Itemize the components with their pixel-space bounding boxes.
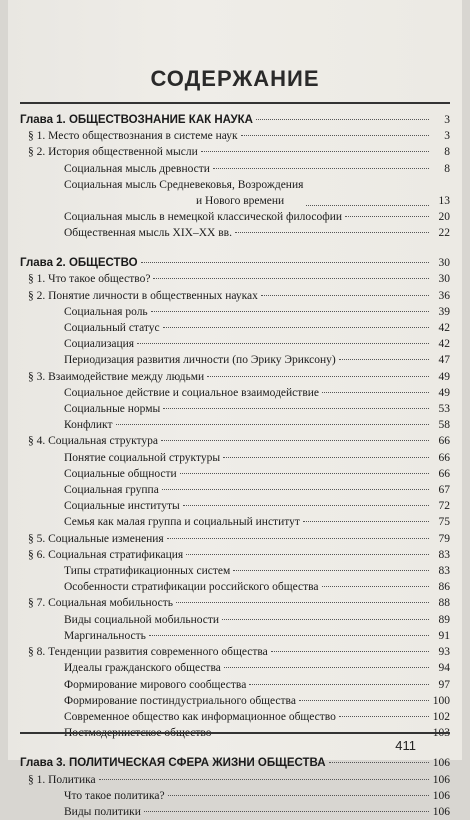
dot-leader xyxy=(306,205,429,206)
toc-subsection-entry[interactable] xyxy=(20,209,450,225)
toc-page-number: 22 xyxy=(438,227,450,240)
toc-page-number: 106 xyxy=(432,805,450,818)
toc-page-number: 66 xyxy=(438,435,450,448)
dot-leader xyxy=(141,262,429,263)
toc-page-number: 83 xyxy=(438,565,450,578)
toc-entry-title: Семья как малая группа и социальный институт xyxy=(64,516,300,529)
toc-subsection-entry[interactable] xyxy=(20,482,450,498)
toc-page-number: 8 xyxy=(444,162,450,175)
book-page xyxy=(8,0,462,818)
toc-page-number: 20 xyxy=(438,210,450,223)
toc-page-number: 100 xyxy=(432,694,450,707)
dot-leader xyxy=(180,473,429,474)
dot-leader xyxy=(345,216,429,217)
toc-page-number: 89 xyxy=(438,613,450,626)
toc-page-number: 8 xyxy=(444,146,450,159)
toc-subsection-entry[interactable] xyxy=(20,709,450,725)
toc-page-number: 79 xyxy=(438,532,450,545)
toc-subsection-entry[interactable] xyxy=(20,417,450,433)
table-of-contents xyxy=(20,112,450,820)
toc-entry-title: Социальная группа xyxy=(64,484,159,497)
toc-subsection-entry[interactable] xyxy=(20,677,450,693)
dot-leader xyxy=(213,168,429,169)
toc-entry-title: Глава 1. ОБЩЕСТВОЗНАНИЕ КАК НАУКА xyxy=(20,114,253,126)
toc-section-entry[interactable] xyxy=(20,531,450,547)
toc-entry-title: Социальная роль xyxy=(64,305,148,318)
dot-leader xyxy=(183,505,429,506)
toc-entry-title: Конфликт xyxy=(64,419,113,432)
toc-subsection-entry[interactable] xyxy=(20,693,450,709)
toc-subsection-entry[interactable] xyxy=(20,628,450,644)
toc-page-number: 66 xyxy=(438,467,450,480)
toc-subsection-entry[interactable] xyxy=(20,352,450,368)
toc-subsection-entry[interactable] xyxy=(20,804,450,820)
toc-subsection-entry[interactable] xyxy=(20,304,450,320)
toc-page-number: 106 xyxy=(432,789,450,802)
toc-entry-title xyxy=(64,177,303,209)
toc-subsection-entry[interactable] xyxy=(20,498,450,514)
dot-leader xyxy=(249,684,429,685)
toc-entry-title: Социальная мысль в немецкой классической философии xyxy=(64,210,343,223)
dot-leader xyxy=(322,586,429,587)
dot-leader xyxy=(153,278,429,279)
toc-subsection-entry[interactable] xyxy=(20,563,450,579)
toc-entry-title: Периодизация развития личности (по Эрику Эриксону) xyxy=(64,354,336,367)
toc-entry-title: § 1. Что такое общество? xyxy=(28,273,151,286)
toc-section-entry[interactable] xyxy=(20,271,450,287)
dot-leader xyxy=(144,811,429,812)
dot-leader xyxy=(176,602,429,603)
toc-page-number: 13 xyxy=(438,194,450,207)
toc-entry-title: Идеалы гражданского общества xyxy=(64,662,221,675)
dot-leader xyxy=(99,779,429,780)
dot-leader xyxy=(303,521,429,522)
dot-leader xyxy=(151,311,429,312)
toc-page-number: 83 xyxy=(438,548,450,561)
toc-entry-title: Современное общество как информационное общество xyxy=(64,710,336,723)
toc-page-number: 42 xyxy=(438,322,450,335)
toc-subsection-entry[interactable] xyxy=(20,225,450,241)
dot-leader xyxy=(116,424,429,425)
toc-page-number: 42 xyxy=(438,338,450,351)
toc-page-number: 93 xyxy=(438,646,450,659)
toc-section-entry[interactable] xyxy=(20,144,450,160)
toc-page-number: 106 xyxy=(432,773,450,786)
toc-page-number: 58 xyxy=(438,419,450,432)
toc-subsection-entry[interactable] xyxy=(20,336,450,352)
toc-page-number: 49 xyxy=(438,370,450,383)
toc-entry-title: Социальные институты xyxy=(64,500,180,513)
toc-chapter-entry[interactable] xyxy=(20,755,450,771)
toc-chapter-entry[interactable] xyxy=(20,112,450,128)
toc-page-number: 75 xyxy=(438,516,450,529)
dot-leader xyxy=(235,232,429,233)
toc-page-number: 39 xyxy=(438,305,450,318)
toc-entry-title: Маргинальность xyxy=(64,629,146,642)
toc-section-entry[interactable] xyxy=(20,369,450,385)
dot-leader xyxy=(233,570,429,571)
toc-page-number: 66 xyxy=(438,451,450,464)
toc-entry-title: § 3. Взаимодействие между людьми xyxy=(28,370,205,383)
toc-entry-title: Формирование мирового сообщества xyxy=(64,678,247,691)
toc-entry-title-line2: и Нового времени xyxy=(196,194,285,207)
toc-page-number: 3 xyxy=(444,130,450,143)
toc-section-entry[interactable] xyxy=(20,547,450,563)
toc-entry-title-line1: Социальная мысль Средневековья, Возрождения xyxy=(64,178,304,191)
dot-leader xyxy=(256,119,429,120)
toc-entry-title: § 7. Социальная мобильность xyxy=(28,597,174,610)
dot-leader xyxy=(222,619,429,620)
toc-page-number: 102 xyxy=(432,710,450,723)
dot-leader xyxy=(163,327,429,328)
toc-subsection-entry[interactable] xyxy=(20,450,450,466)
dot-leader xyxy=(241,135,429,136)
toc-page-number: 36 xyxy=(438,289,450,302)
page-number: 411 xyxy=(395,738,416,753)
toc-section-entry[interactable] xyxy=(20,644,450,660)
toc-section-entry[interactable] xyxy=(20,595,450,611)
dot-leader xyxy=(167,538,429,539)
toc-page-number: 86 xyxy=(438,581,450,594)
dot-leader xyxy=(201,151,429,152)
toc-page-number: 88 xyxy=(438,597,450,610)
toc-entry-title: Социализация xyxy=(64,338,135,351)
toc-entry-title: Социальный статус xyxy=(64,322,160,335)
toc-entry-title: § 4. Социальная структура xyxy=(28,435,158,448)
toc-section-entry[interactable] xyxy=(20,128,450,144)
dot-leader xyxy=(339,359,429,360)
section-gap xyxy=(20,741,450,755)
toc-entry-title: § 1. Политика xyxy=(28,773,96,786)
top-divider xyxy=(20,102,450,104)
toc-entry-title: Что такое политика? xyxy=(64,789,165,802)
toc-subsection-entry[interactable] xyxy=(20,177,450,209)
toc-page-number: 30 xyxy=(438,257,450,270)
toc-subsection-entry[interactable] xyxy=(20,320,450,336)
section-gap xyxy=(20,241,450,255)
toc-subsection-entry[interactable] xyxy=(20,161,450,177)
toc-subsection-entry[interactable] xyxy=(20,466,450,482)
page-title: СОДЕРЖАНИЕ xyxy=(150,66,320,91)
dot-leader xyxy=(322,392,429,393)
dot-leader xyxy=(271,651,429,652)
toc-subsection-entry[interactable] xyxy=(20,385,450,401)
dot-leader xyxy=(161,440,429,441)
toc-entry-title: Глава 2. ОБЩЕСТВО xyxy=(20,257,138,270)
toc-entry-title: Виды социальной мобильности xyxy=(64,613,220,626)
dot-leader xyxy=(207,376,429,377)
toc-section-entry[interactable] xyxy=(20,433,450,449)
toc-page-number: 94 xyxy=(438,662,450,675)
toc-entry-title: Особенности стратификации российского общества xyxy=(64,581,319,594)
dot-leader xyxy=(163,408,429,409)
toc-entry-title: § 6. Социальная стратификация xyxy=(28,548,184,561)
toc-section-entry[interactable] xyxy=(20,288,450,304)
toc-page-number: 49 xyxy=(438,386,450,399)
toc-subsection-entry[interactable] xyxy=(20,401,450,417)
toc-subsection-entry[interactable] xyxy=(20,660,450,676)
toc-entry-title: Социальные общности xyxy=(64,467,177,480)
toc-entry-title: Глава 3. ПОЛИТИЧЕСКАЯ СФЕРА ЖИЗНИ ОБЩЕСТВА xyxy=(20,757,326,770)
toc-page-number: 3 xyxy=(444,114,450,126)
toc-page-number: 106 xyxy=(432,757,450,770)
dot-leader xyxy=(223,457,429,458)
toc-entry-title: Социальные нормы xyxy=(64,403,161,416)
toc-entry-title: § 1. Место обществознания в системе наук xyxy=(28,130,238,143)
toc-page-number: 97 xyxy=(438,678,450,691)
dot-leader xyxy=(261,295,429,296)
dot-leader xyxy=(149,635,429,636)
dot-leader xyxy=(168,795,429,796)
toc-page-number: 47 xyxy=(438,354,450,367)
toc-entry-title: Социальная мысль древности xyxy=(64,162,210,175)
toc-entry-title: Формирование постиндустриального общества xyxy=(64,694,296,707)
dot-leader xyxy=(329,762,429,763)
dot-leader xyxy=(299,700,429,701)
bottom-divider xyxy=(20,732,450,734)
toc-subsection-entry[interactable] xyxy=(20,788,450,804)
toc-entry-title: Общественная мысль XIX–XX вв. xyxy=(64,227,232,240)
toc-section-entry[interactable] xyxy=(20,772,450,788)
toc-chapter-entry[interactable] xyxy=(20,255,450,271)
toc-entry-title: Виды политики xyxy=(64,805,141,818)
toc-entry-title: Понятие социальной структуры xyxy=(64,451,221,464)
toc-page-number: 67 xyxy=(438,484,450,497)
toc-page-number: 53 xyxy=(438,403,450,416)
toc-page-number: 91 xyxy=(438,629,450,642)
toc-entry-title: Типы стратификационных систем xyxy=(64,565,231,578)
dot-leader xyxy=(224,667,429,668)
toc-entry-title: § 5. Социальные изменения xyxy=(28,532,164,545)
toc-subsection-entry[interactable] xyxy=(20,579,450,595)
toc-entry-title: § 2. Понятие личности в общественных науках xyxy=(28,289,258,302)
toc-entry-title: Социальное действие и социальное взаимодействие xyxy=(64,386,320,399)
toc-subsection-entry[interactable] xyxy=(20,612,450,628)
dot-leader xyxy=(186,554,429,555)
dot-leader xyxy=(339,716,429,717)
dot-leader xyxy=(137,343,429,344)
toc-page-number: 72 xyxy=(438,500,450,513)
toc-entry-title: § 2. История общественной мысли xyxy=(28,146,198,159)
dot-leader xyxy=(162,489,429,490)
toc-page-number: 30 xyxy=(438,273,450,286)
toc-entry-title: § 8. Тенденции развития современного общества xyxy=(28,646,268,659)
toc-subsection-entry[interactable] xyxy=(20,514,450,530)
